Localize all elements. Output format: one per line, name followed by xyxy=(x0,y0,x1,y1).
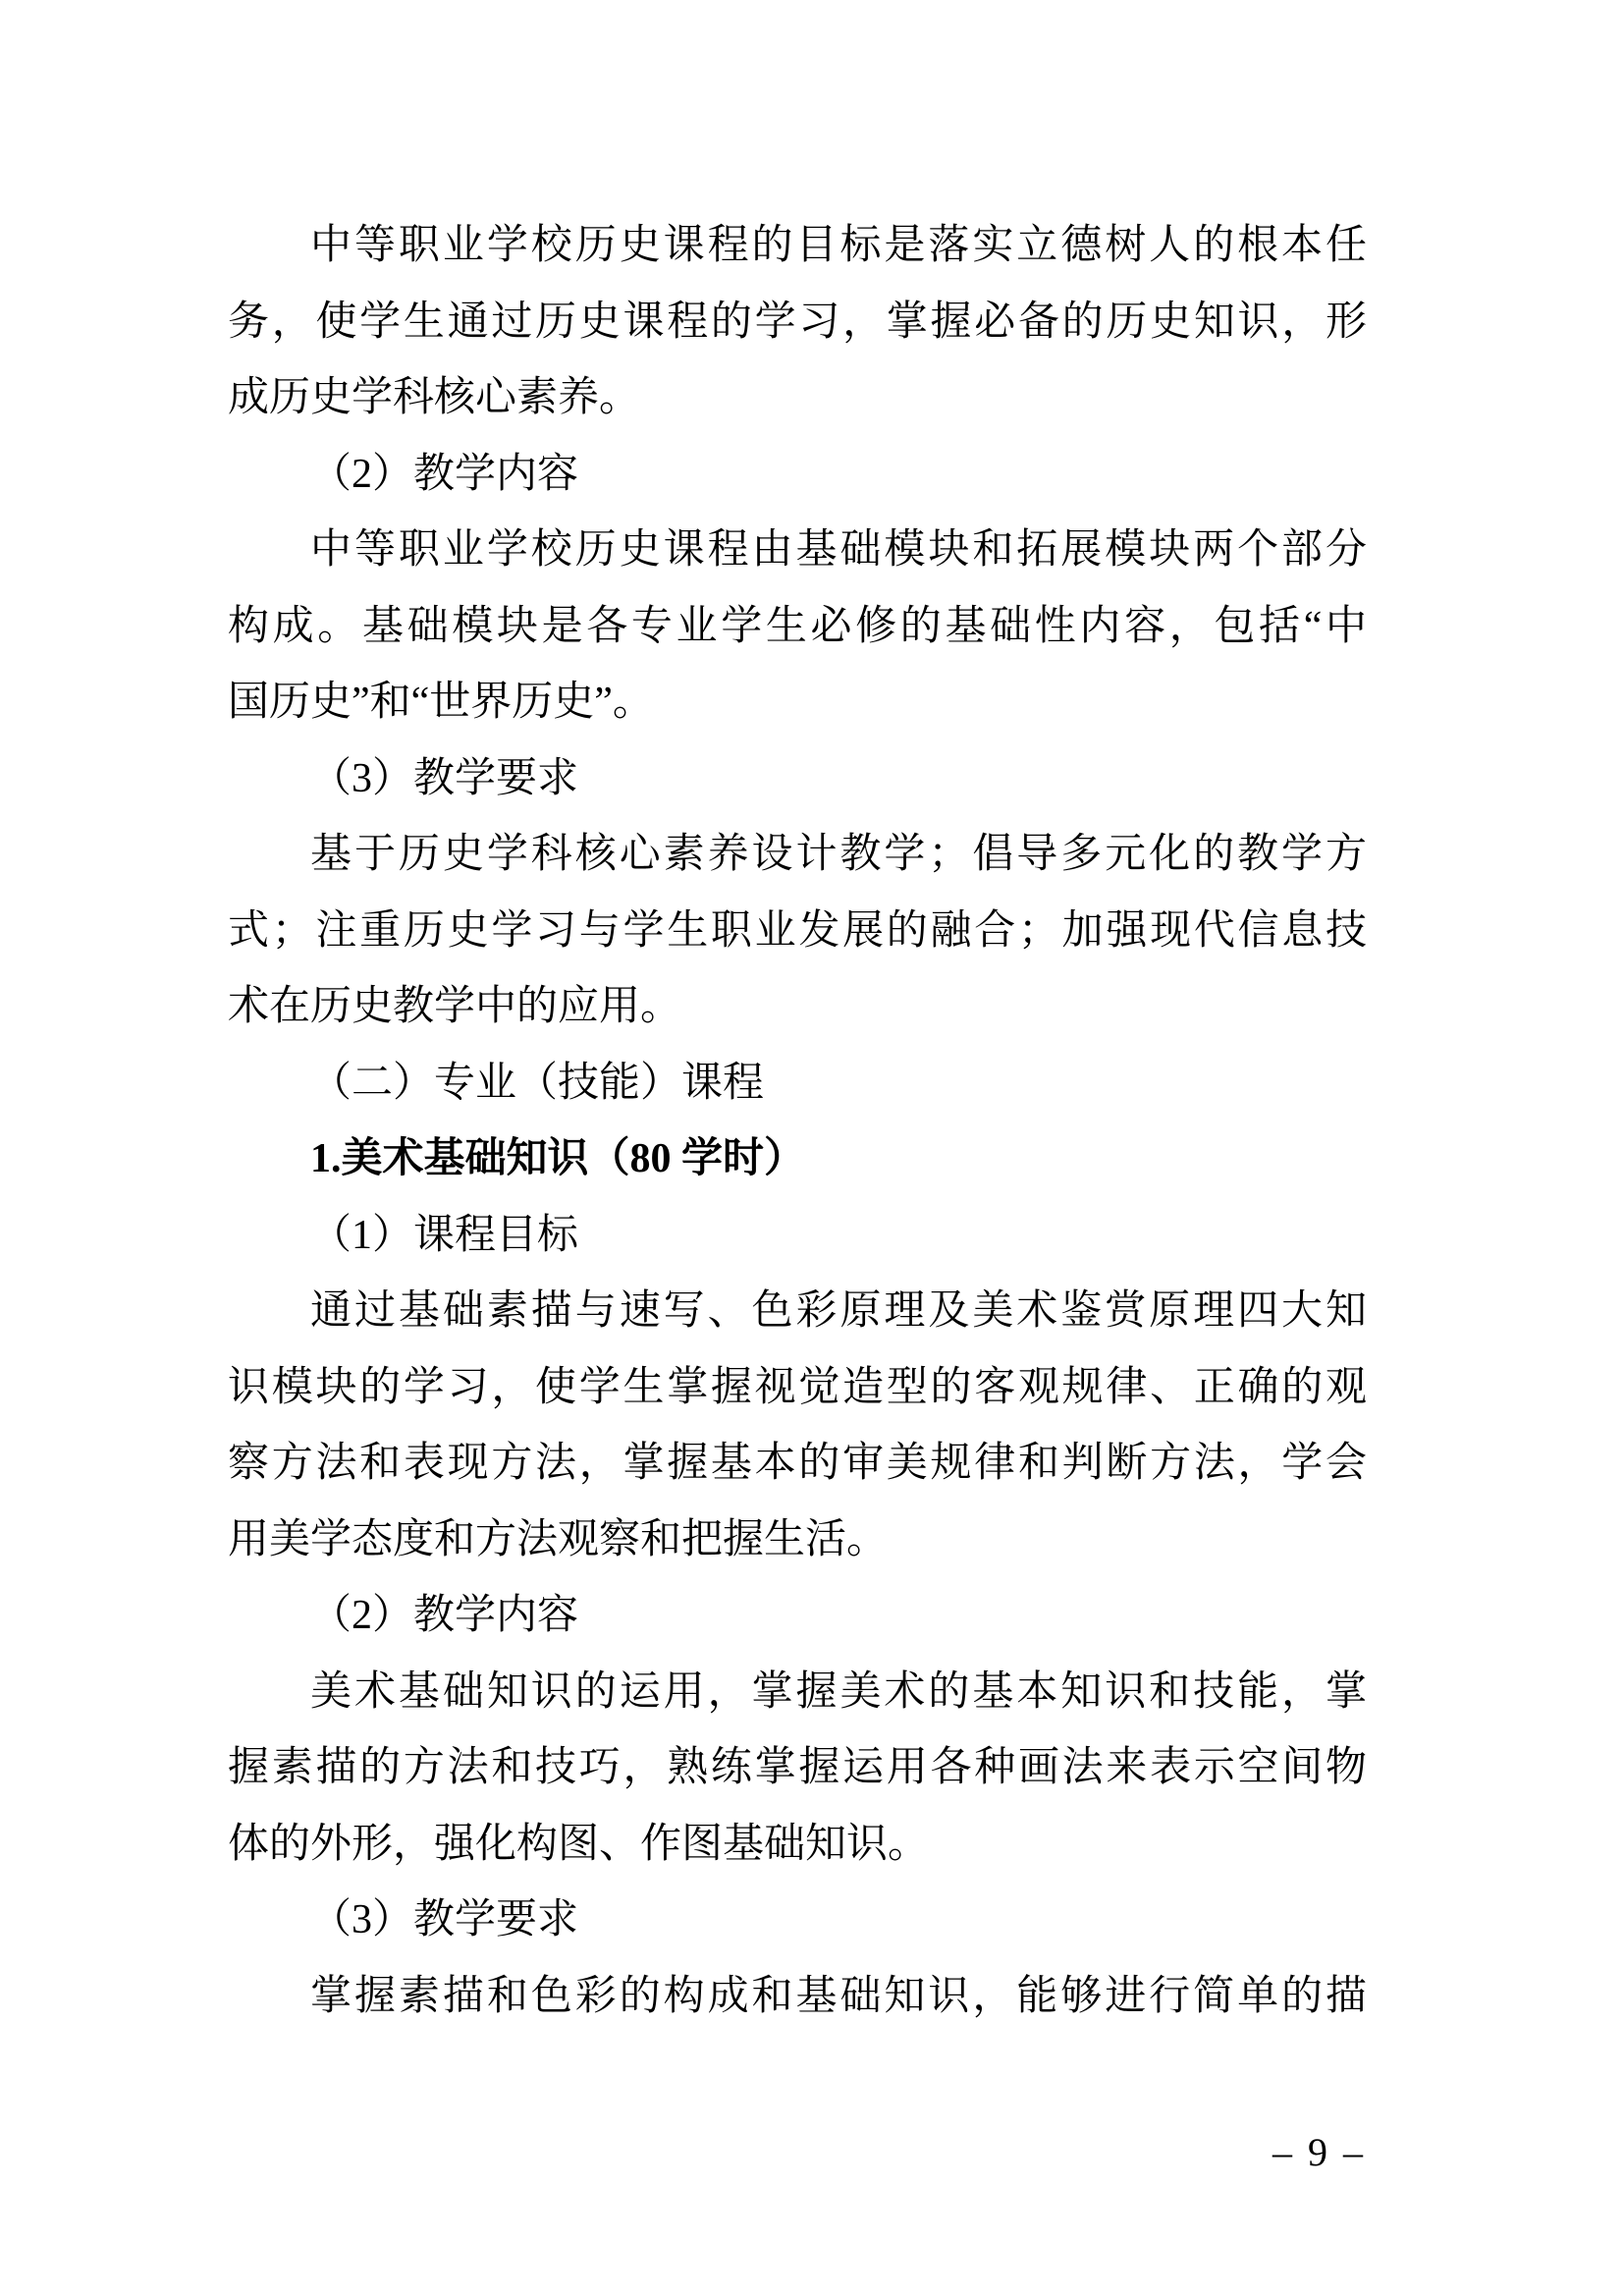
document-body xyxy=(228,208,1367,2035)
text-line: 识模块的学习，使学生掌握视觉造型的客观规律、正确的观 xyxy=(228,1364,1367,1410)
text-line: （1）课程目标 xyxy=(310,1212,579,1258)
text-line: 美术基础知识的运用，掌握美术的基本知识和技能，掌 xyxy=(310,1668,1367,1715)
text-line: 察方法和表现方法，掌握基本的审美规律和判断方法，学会 xyxy=(228,1441,1367,1486)
text-line: （二）专业（技能）课程 xyxy=(310,1060,765,1106)
text-line: （3）教学要求 xyxy=(310,1897,579,1942)
text-line: 国历史”和“世界历史”。 xyxy=(228,680,654,725)
text-line: （2）教学内容 xyxy=(310,451,579,497)
text-line: 基于历史学科核心素养设计教学；倡导多元化的教学方 xyxy=(310,832,1367,877)
text-line: 体的外形，强化构图、作图基础知识。 xyxy=(228,1821,930,1867)
text-line: 构成。基础模块是各专业学生必修的基础性内容，包括“中 xyxy=(228,603,1367,649)
text-line: （2）教学内容 xyxy=(310,1593,579,1638)
page-number: – 9 – xyxy=(1272,2130,1363,2174)
text-line: 式；注重历史学习与学生职业发展的融合；加强现代信息技 xyxy=(228,907,1367,954)
text-line: 中等职业学校历史课程由基础模块和拓展模块两个部分 xyxy=(310,527,1367,573)
text-line: 成历史学科核心素养。 xyxy=(228,375,641,420)
text-line: 术在历史教学中的应用。 xyxy=(228,984,682,1029)
text-line: （3）教学要求 xyxy=(310,755,579,801)
text-line: 1.美术基础知识（80 学时） xyxy=(310,1136,806,1181)
text-line: 握素描的方法和技巧，熟练掌握运用各种画法来表示空间物 xyxy=(228,1745,1367,1790)
text-line: 务，使学生通过历史课程的学习，掌握必备的历史知识，形 xyxy=(228,299,1367,345)
text-line: 通过基础素描与速写、色彩原理及美术鉴赏原理四大知 xyxy=(310,1288,1367,1334)
text-line: 中等职业学校历史课程的目标是落实立德树人的根本任 xyxy=(310,223,1367,268)
text-line: 用美学态度和方法观察和把握生活。 xyxy=(228,1516,889,1562)
text-line: 掌握素描和色彩的构成和基础知识，能够进行简单的描 xyxy=(310,1973,1367,2019)
